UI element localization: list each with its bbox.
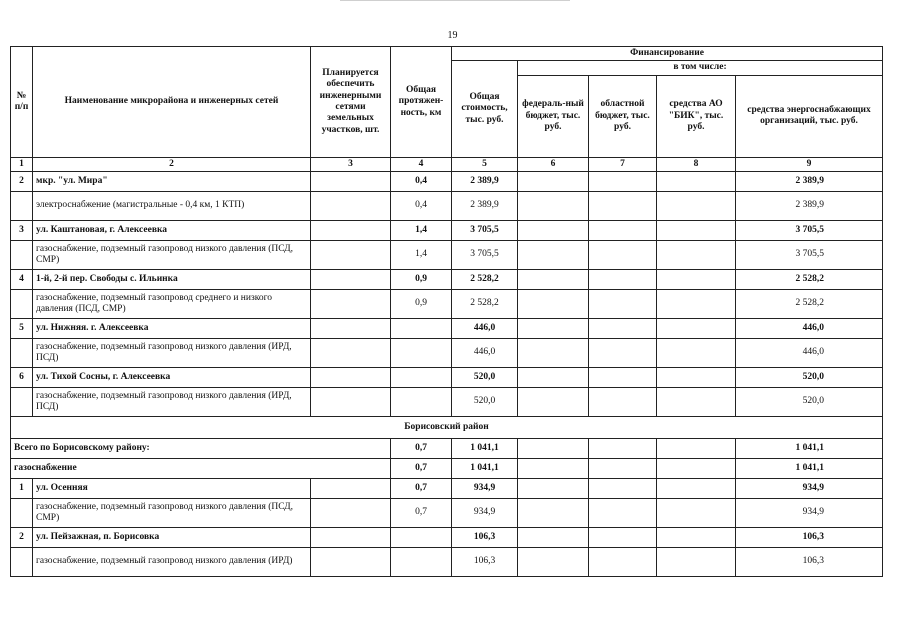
row-energy: 446,0 <box>736 319 883 339</box>
row-cost: 520,0 <box>452 388 518 417</box>
row-length <box>391 368 452 388</box>
header-financing: Финансирование <box>452 47 883 61</box>
summary-bik <box>657 439 736 459</box>
row-name: газоснабжение, подземный газопровод низкого давления (ИРД, ПСД) <box>33 339 311 368</box>
row-federal <box>518 528 589 548</box>
summary-length: 0,7 <box>391 439 452 459</box>
table-row-object <box>11 479 883 499</box>
row-plots <box>311 172 391 192</box>
row-plots <box>311 499 391 528</box>
row-plots <box>311 319 391 339</box>
row-regional <box>589 270 657 290</box>
row-cost: 934,9 <box>452 479 518 499</box>
table-row-detail <box>11 339 883 368</box>
row-energy: 446,0 <box>736 339 883 368</box>
column-number: 7 <box>589 157 657 171</box>
row-name: 1-й, 2-й пер. Свободы с. Ильинка <box>33 270 311 290</box>
column-number-row <box>11 157 883 171</box>
row-number: 2 <box>11 172 33 192</box>
table-row-detail <box>11 290 883 319</box>
row-plots <box>311 528 391 548</box>
row-number <box>11 339 33 368</box>
column-number: 6 <box>518 157 589 171</box>
row-energy: 520,0 <box>736 388 883 417</box>
column-number: 9 <box>736 157 883 171</box>
column-number: 1 <box>11 157 33 171</box>
row-energy: 106,3 <box>736 548 883 577</box>
row-regional <box>589 479 657 499</box>
table-row-detail <box>11 388 883 417</box>
row-cost: 446,0 <box>452 339 518 368</box>
row-cost: 2 528,2 <box>452 270 518 290</box>
table-row-detail <box>11 499 883 528</box>
district-row <box>11 417 883 439</box>
row-length: 0,9 <box>391 290 452 319</box>
row-length <box>391 319 452 339</box>
header-including: в том числе: <box>518 61 883 75</box>
row-plots <box>311 479 391 499</box>
column-number: 2 <box>33 157 311 171</box>
row-name: газоснабжение, подземный газопровод низкого давления (ИРД, ПСД) <box>33 388 311 417</box>
summary-cost: 1 041,1 <box>452 439 518 459</box>
row-bik <box>657 479 736 499</box>
row-energy: 2 389,9 <box>736 192 883 221</box>
total-row <box>11 439 883 459</box>
header-federal: федераль-ный бюджет, тыс. руб. <box>518 75 589 157</box>
row-federal <box>518 339 589 368</box>
row-cost: 520,0 <box>452 368 518 388</box>
column-number: 8 <box>657 157 736 171</box>
row-regional <box>589 192 657 221</box>
row-regional <box>589 339 657 368</box>
row-cost: 3 705,5 <box>452 221 518 241</box>
row-length: 1,4 <box>391 221 452 241</box>
row-bik <box>657 319 736 339</box>
row-regional <box>589 172 657 192</box>
row-federal <box>518 221 589 241</box>
gas-summary-row <box>11 459 883 479</box>
row-bik <box>657 388 736 417</box>
row-name: газоснабжение, подземный газопровод низкого давления (ПСД, СМР) <box>33 241 311 270</box>
row-plots <box>311 339 391 368</box>
row-federal <box>518 388 589 417</box>
row-plots <box>311 388 391 417</box>
row-length: 0,4 <box>391 172 452 192</box>
table-row-object <box>11 368 883 388</box>
row-name: газоснабжение, подземный газопровод среднего и низкого давления (ПСД, СМР) <box>33 290 311 319</box>
row-number: 6 <box>11 368 33 388</box>
row-plots <box>311 192 391 221</box>
row-name: газоснабжение, подземный газопровод низкого давления (ИРД) <box>33 548 311 577</box>
row-bik <box>657 339 736 368</box>
row-length: 0,4 <box>391 192 452 221</box>
row-bik <box>657 290 736 319</box>
summary-name: газоснабжение <box>11 459 391 479</box>
table-row-detail <box>11 192 883 221</box>
row-number: 2 <box>11 528 33 548</box>
row-length: 0,9 <box>391 270 452 290</box>
header-num: № п/п <box>11 47 33 158</box>
table-row-object <box>11 319 883 339</box>
row-energy: 934,9 <box>736 499 883 528</box>
row-regional <box>589 388 657 417</box>
summary-federal <box>518 439 589 459</box>
header-energy: средства энергоснабжающих организаций, тыс. руб. <box>736 75 883 157</box>
row-bik <box>657 241 736 270</box>
header-cost: Общая стоимость, тыс. руб. <box>452 61 518 157</box>
header-regional: областной бюджет, тыс. руб. <box>589 75 657 157</box>
row-number: 5 <box>11 319 33 339</box>
row-number <box>11 290 33 319</box>
row-name: ул. Нижняя. г. Алексеевка <box>33 319 311 339</box>
row-plots <box>311 221 391 241</box>
row-energy: 106,3 <box>736 528 883 548</box>
row-energy: 2 528,2 <box>736 270 883 290</box>
row-length: 1,4 <box>391 241 452 270</box>
table-row-detail <box>11 241 883 270</box>
row-name: мкр. "ул. Мира" <box>33 172 311 192</box>
row-bik <box>657 221 736 241</box>
row-number: 4 <box>11 270 33 290</box>
row-cost: 3 705,5 <box>452 241 518 270</box>
row-number <box>11 192 33 221</box>
row-bik <box>657 368 736 388</box>
row-cost: 106,3 <box>452 528 518 548</box>
row-cost: 2 389,9 <box>452 172 518 192</box>
row-regional <box>589 499 657 528</box>
row-cost: 2 389,9 <box>452 192 518 221</box>
summary-federal <box>518 459 589 479</box>
row-energy: 934,9 <box>736 479 883 499</box>
row-federal <box>518 270 589 290</box>
row-bik <box>657 548 736 577</box>
row-plots <box>311 270 391 290</box>
row-regional <box>589 548 657 577</box>
financing-table <box>10 46 883 577</box>
row-federal <box>518 499 589 528</box>
header-bik: средства АО "БИК", тыс. руб. <box>657 75 736 157</box>
row-length <box>391 388 452 417</box>
row-energy: 3 705,5 <box>736 221 883 241</box>
column-number: 4 <box>391 157 452 171</box>
table-row-object <box>11 528 883 548</box>
column-number: 3 <box>311 157 391 171</box>
row-number: 1 <box>11 479 33 499</box>
table-row-object <box>11 221 883 241</box>
row-energy: 2 528,2 <box>736 290 883 319</box>
row-regional <box>589 241 657 270</box>
summary-bik <box>657 459 736 479</box>
row-regional <box>589 290 657 319</box>
summary-energy: 1 041,1 <box>736 459 883 479</box>
district-title: Борисовский район <box>11 417 883 439</box>
table-row-object <box>11 172 883 192</box>
row-name: ул. Осенняя <box>33 479 311 499</box>
summary-name: Всего по Борисовскому району: <box>11 439 391 459</box>
row-number: 3 <box>11 221 33 241</box>
table-row-object <box>11 270 883 290</box>
table-row-detail <box>11 548 883 577</box>
row-length: 0,7 <box>391 479 452 499</box>
row-name: электроснабжение (магистральные - 0,4 км, 1 КТП) <box>33 192 311 221</box>
row-number <box>11 388 33 417</box>
row-federal <box>518 290 589 319</box>
row-length: 0,7 <box>391 499 452 528</box>
row-number <box>11 241 33 270</box>
row-cost: 106,3 <box>452 548 518 577</box>
summary-regional <box>589 459 657 479</box>
row-cost: 446,0 <box>452 319 518 339</box>
row-bik <box>657 499 736 528</box>
row-federal <box>518 319 589 339</box>
row-bik <box>657 192 736 221</box>
row-name: ул. Тихой Сосны, г. Алексеевка <box>33 368 311 388</box>
column-number: 5 <box>452 157 518 171</box>
row-bik <box>657 172 736 192</box>
row-plots <box>311 241 391 270</box>
row-length <box>391 339 452 368</box>
scan-artifact <box>340 0 570 1</box>
row-cost: 2 528,2 <box>452 290 518 319</box>
row-name: газоснабжение, подземный газопровод низкого давления (ПСД, СМР) <box>33 499 311 528</box>
header-name: Наименование микрорайона и инженерных сетей <box>33 47 311 158</box>
row-plots <box>311 290 391 319</box>
row-federal <box>518 172 589 192</box>
summary-regional <box>589 439 657 459</box>
row-regional <box>589 221 657 241</box>
row-number <box>11 499 33 528</box>
header-plots: Планируется обеспечить инженерными сетями земельных участков, шт. <box>311 47 391 158</box>
row-bik <box>657 528 736 548</box>
header-length: Общая протяжен-ность, км <box>391 47 452 158</box>
row-name: ул. Каштановая, г. Алексеевка <box>33 221 311 241</box>
row-energy: 2 389,9 <box>736 172 883 192</box>
row-plots <box>311 368 391 388</box>
summary-cost: 1 041,1 <box>452 459 518 479</box>
row-federal <box>518 368 589 388</box>
row-energy: 520,0 <box>736 368 883 388</box>
summary-energy: 1 041,1 <box>736 439 883 459</box>
row-regional <box>589 368 657 388</box>
row-number <box>11 548 33 577</box>
row-federal <box>518 241 589 270</box>
page-number: 19 <box>447 30 458 41</box>
row-federal <box>518 479 589 499</box>
row-name: ул. Пейзажная, п. Борисовка <box>33 528 311 548</box>
summary-length: 0,7 <box>391 459 452 479</box>
row-federal <box>518 192 589 221</box>
row-bik <box>657 270 736 290</box>
row-regional <box>589 528 657 548</box>
row-length <box>391 528 452 548</box>
row-federal <box>518 548 589 577</box>
row-regional <box>589 319 657 339</box>
row-energy: 3 705,5 <box>736 241 883 270</box>
row-length <box>391 548 452 577</box>
row-cost: 934,9 <box>452 499 518 528</box>
row-plots <box>311 548 391 577</box>
